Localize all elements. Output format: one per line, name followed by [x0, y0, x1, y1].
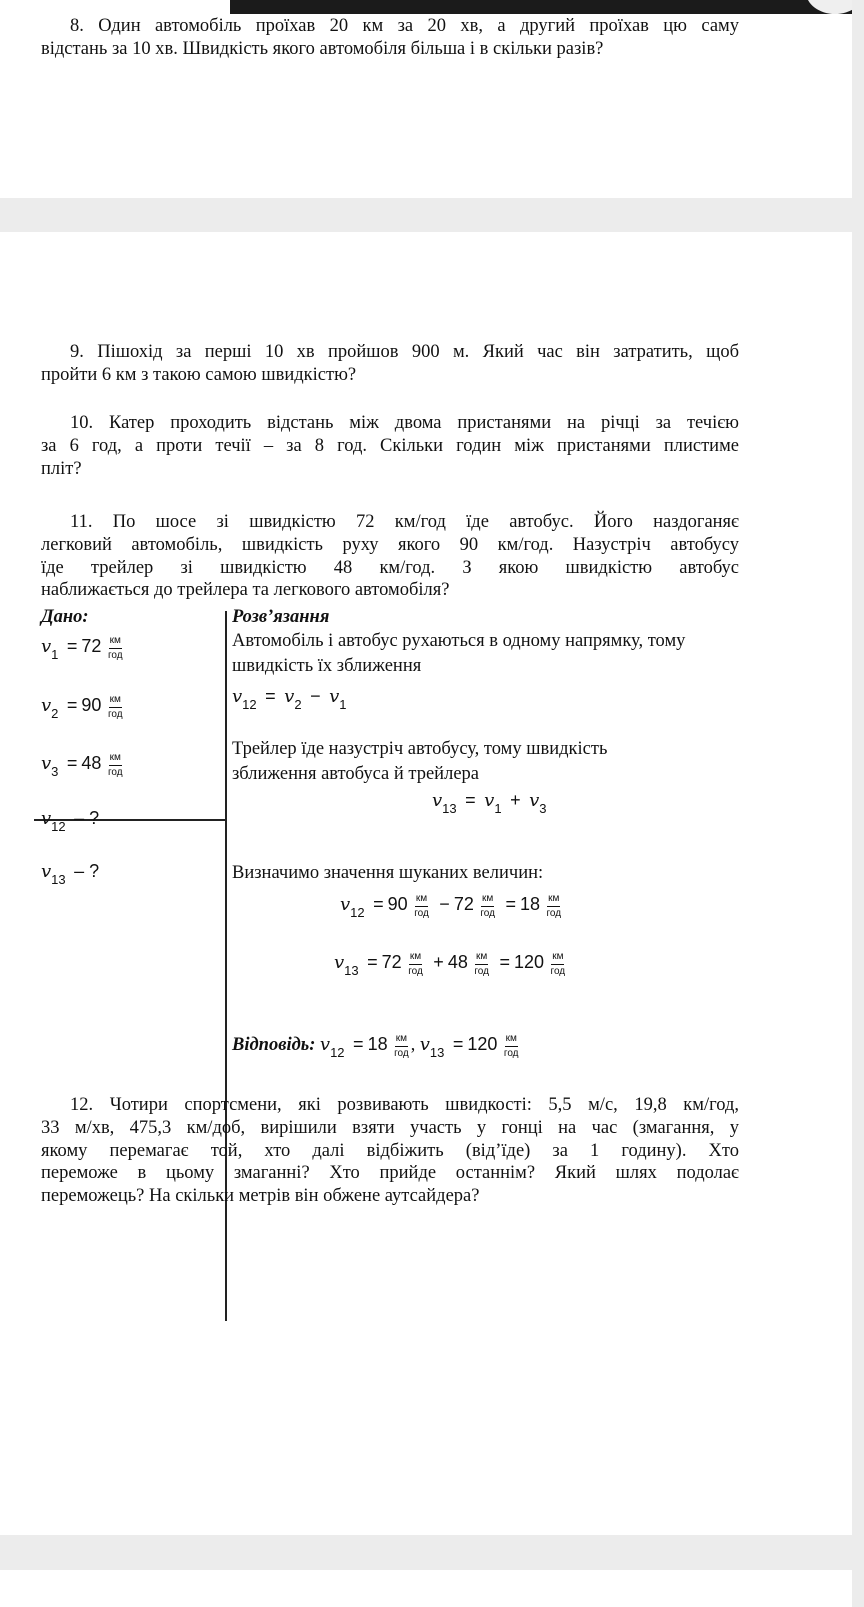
given-v1: $v_1 = 72$ $\frac{км}{\text{год}}$: [41, 635, 123, 663]
solution-vertical-divider: [225, 611, 227, 1321]
v-subscript: 12: [242, 697, 257, 712]
unknown-mark: – ?: [74, 808, 100, 828]
top-bar: [230, 0, 852, 14]
given-v2: $v_2 = 90$ $\frac{км}{\text{год}}$: [41, 694, 123, 722]
unit-denominator: год: [414, 907, 429, 919]
unit-fraction: [108, 694, 123, 720]
task-11: [41, 511, 739, 602]
unit-fraction: [408, 951, 423, 977]
v-symbol: v: [41, 861, 52, 882]
v-symbol: v: [329, 686, 340, 707]
unit-denominator: год: [474, 965, 489, 977]
unit-numerator: км: [475, 951, 488, 965]
unit-denominator: год: [550, 965, 566, 977]
task-11-line-3: їде трейлер зі швидкістю 48 км/год. З якою швидкістю автобус: [41, 557, 739, 578]
task-8: [41, 15, 739, 61]
unit-fraction: [394, 1033, 409, 1059]
formula-v13: $v_{13} = v_1 + v_3$: [432, 790, 547, 816]
solution-text-1-line-1: Автомобіль і автобус рухаються в одному напрямку, тому: [232, 631, 686, 651]
given-value: 48: [81, 753, 102, 774]
v-symbol: v: [232, 686, 243, 707]
unit-denominator: год: [480, 907, 495, 919]
page-3: [0, 1570, 852, 1607]
task-10-line-3: пліт?: [41, 458, 82, 479]
unknown-v12: [41, 808, 103, 834]
task-8-line-1: 8. Один автомобіль проїхав 20 км за 20 хв, а другий проїхав цю саму: [70, 16, 739, 36]
calc-result: 120: [513, 952, 545, 973]
v-symbol: v: [41, 753, 52, 775]
calc-value: 72: [453, 894, 474, 915]
unit-fraction: [547, 893, 562, 919]
unit-fraction: [474, 951, 489, 977]
v-subscript: 3: [51, 764, 59, 780]
given-header: Дано:: [41, 607, 89, 627]
v-symbol: v: [340, 894, 351, 916]
unit-numerator: км: [109, 752, 122, 766]
unit-denominator: год: [394, 1047, 409, 1059]
v-subscript: 13: [442, 801, 457, 816]
unit-numerator: км: [395, 1033, 408, 1047]
unit-denominator: год: [546, 907, 562, 919]
task-12-line-1: 12. Чотири спортсмени, які розвивають швидкості: 5,5 м/с, 19,8 км/год,: [70, 1095, 739, 1115]
task-10-line-1: 10. Катер проходить відстань між двома пристанями на річці за течією: [70, 413, 739, 433]
solution-text-2-line-2: зближення автобуса й трейлера: [232, 764, 479, 784]
task-9-line-1: 9. Пішохід за перші 10 хв пройшов 900 м. Який час він затратить, щоб: [70, 342, 739, 362]
task-12-line-2: 33 м/хв, 475,3 км/доб, вирішили взяти участь у гонці на час (змагання, у: [41, 1117, 739, 1138]
answer-label: Відповідь:: [232, 1035, 316, 1056]
unit-numerator: км: [481, 893, 494, 907]
calc-result: 18: [519, 894, 540, 915]
v-symbol: v: [432, 790, 443, 811]
solution-text-3: Визначимо значення шуканих величин:: [232, 863, 544, 883]
unit-denominator: год: [503, 1047, 519, 1059]
given-value: 90: [81, 695, 102, 716]
task-12-line-4: переможе в цьому змаганні? Хто прийде останнім? Який шлях подолає: [41, 1163, 739, 1184]
v-subscript: 12: [51, 819, 66, 834]
v-symbol: v: [319, 1034, 331, 1056]
task-9: [41, 341, 739, 387]
unit-denominator: год: [107, 766, 123, 778]
v-symbol: v: [419, 1034, 430, 1056]
unit-denominator: год: [107, 708, 123, 720]
task-10: [41, 412, 739, 480]
v-subscript: 2: [294, 697, 302, 712]
unit-denominator: год: [408, 965, 423, 977]
task-12-line-5: переможець? На скільки метрів він обжене аутсайдера?: [41, 1186, 480, 1207]
task-10-line-2: за 6 год, а проти течії – за 8 год. Скільки годин між пристанями плистиме: [41, 435, 739, 456]
task-9-line-2: пройти 6 км з такою самою швидкістю?: [41, 364, 357, 385]
v-subscript: 1: [51, 647, 59, 663]
unit-numerator: км: [415, 893, 428, 907]
v-subscript: 1: [339, 697, 347, 712]
unit-fraction: [551, 951, 566, 977]
unit-fraction: [504, 1033, 519, 1059]
page-1: [0, 0, 852, 198]
answer: Відповідь: $v_{12} = 18$ $\frac{км}{\text{год}}$ , $v_{13} = 120$ $\frac{км}{\text{год}}$: [232, 1033, 519, 1061]
unit-numerator: км: [551, 951, 564, 965]
v-symbol: v: [41, 695, 52, 717]
calc-v13: $v_{13} = 72$ $\frac{км}{\text{год}}$ + 48 $\frac{км}{\text{год}}$ = 120 $\frac{км}{\text{год}}$: [334, 951, 566, 979]
answer-value: 120: [467, 1034, 498, 1055]
solution-text-2-line-1: Трейлер їде назустріч автобусу, тому швидкість: [232, 739, 608, 759]
calc-v12: $v_{12} = 90$ $\frac{км}{\text{год}}$ − 72 $\frac{км}{\text{год}}$ = 18 $\frac{км}{\text{год}}$: [340, 893, 562, 921]
task-11-line-2: легковий автомобіль, швидкість руху якого 90 км/год. Назустріч автобусу: [41, 534, 739, 555]
unknown-v13: [41, 861, 103, 887]
page-2: [0, 232, 852, 1535]
solution-text-2: [232, 737, 607, 787]
solution-header: Розв’язання: [232, 607, 330, 627]
unit-numerator: км: [409, 951, 422, 965]
task-12: [41, 1094, 739, 1208]
v-subscript: 1: [494, 801, 502, 816]
calc-value: 90: [387, 894, 408, 915]
task-11-line-4: наближається до трейлера та легкового автомобіля?: [41, 580, 450, 601]
v-symbol: v: [529, 790, 540, 811]
solution-text-1: [232, 629, 685, 679]
calc-value: 48: [447, 952, 468, 973]
unknown-mark: – ?: [74, 861, 100, 881]
unit-numerator: км: [505, 1033, 518, 1047]
v-symbol: v: [41, 808, 52, 829]
v-symbol: v: [41, 636, 52, 658]
unit-fraction: [414, 893, 429, 919]
task-11-line-1: 11. По шосе зі швидкістю 72 км/год їде автобус. Його наздоганяє: [70, 512, 739, 532]
unit-numerator: км: [547, 893, 560, 907]
given-v3: $v_3 = 48$ $\frac{км}{\text{год}}$: [41, 752, 123, 780]
v-subscript: 13: [344, 963, 359, 979]
unit-fraction: [480, 893, 495, 919]
task-8-line-2: відстань за 10 хв. Швидкість якого автомобіля більша і в скільки разів?: [41, 38, 604, 59]
v-symbol: v: [484, 790, 495, 811]
v-subscript: 2: [51, 706, 59, 722]
unit-fraction: [108, 752, 123, 778]
v-subscript: 12: [350, 905, 365, 921]
unit-denominator: год: [107, 649, 123, 661]
unit-numerator: км: [109, 694, 122, 708]
solution-text-1-line-2: швидкість їх зближення: [232, 656, 422, 676]
unit-fraction: [108, 635, 123, 661]
formula-v12: $v_{12} = v_2 - v_1$: [232, 686, 347, 712]
answer-value: 18: [367, 1034, 388, 1055]
v-symbol: v: [284, 686, 295, 707]
v-subscript: 3: [539, 801, 547, 816]
v-symbol: v: [334, 952, 345, 974]
calc-value: 72: [381, 952, 402, 973]
unit-numerator: км: [109, 635, 122, 649]
v-subscript: 12: [330, 1045, 345, 1061]
v-subscript: 13: [51, 872, 66, 887]
v-subscript: 13: [429, 1045, 445, 1061]
given-value: 72: [81, 636, 102, 657]
task-12-line-3: якому перемагає той, хто далі відбіжить (від’їде) за 1 годину). Хто: [41, 1140, 739, 1161]
